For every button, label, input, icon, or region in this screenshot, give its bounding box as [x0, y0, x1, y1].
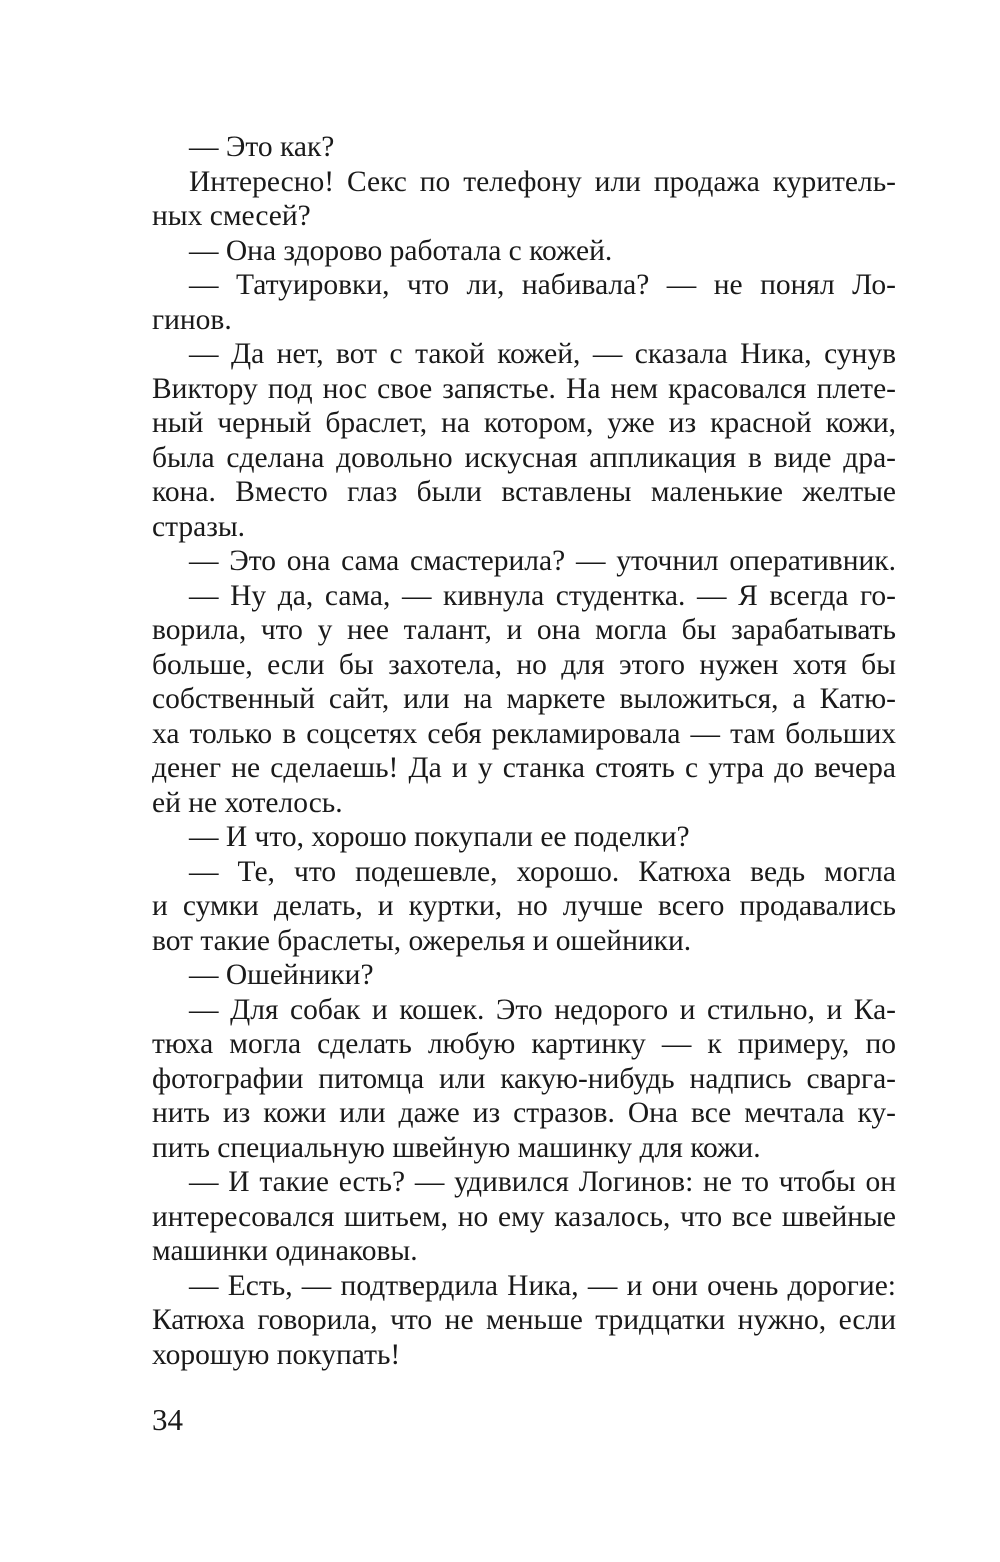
- text-line: Виктору под нос свое запястье. На нем красовался плете-: [152, 372, 896, 405]
- text-line: пить специальную швейную машинку для кожи.: [152, 1131, 761, 1164]
- text-line: хорошую покупать!: [152, 1338, 401, 1371]
- page-number: 34: [152, 1402, 183, 1437]
- text-line: собственный сайт, или на маркете выложиться, а Катю-: [152, 683, 896, 715]
- text-line: — Это она сама смастерила? — уточнил оперативник.: [189, 545, 896, 577]
- page-text: [152, 130, 896, 1372]
- text-line: — Ну да, сама, — кивнула студентка. — Я всегда го-: [189, 579, 896, 612]
- text-line: — Да нет, вот с такой кожей, — сказала Ника, сунув: [189, 338, 896, 370]
- text-line: — Татуировки, что ли, набивала? — не понял Ло-: [189, 269, 896, 301]
- text-line: ха только в соцсетях себя рекламировала — там больших: [152, 717, 896, 750]
- text-line: фотографии питомца или какую-нибудь надпись сварга-: [152, 1062, 896, 1095]
- text-line: и сумки делать, и куртки, но лучше всего продавались: [152, 890, 896, 922]
- text-line: — И такие есть? — удивился Логинов: не то чтобы он: [189, 1166, 896, 1198]
- text-line: ный черный браслет, на котором, уже из красной кожи,: [152, 407, 896, 439]
- text-line: тюха могла сделать любую картинку — к примеру, по: [152, 1028, 896, 1060]
- text-line: вот такие браслеты, ожерелья и ошейники.: [152, 924, 692, 957]
- text-line: — Она здорово работала с кожей.: [189, 234, 613, 267]
- text-line: — Это как?: [189, 131, 335, 163]
- text-line: гинов.: [152, 303, 232, 336]
- text-line: Катюха говорила, что не меньше тридцатки нужно, если: [152, 1304, 896, 1336]
- text-line: больше, если бы захотела, но для этого нужен хотя бы: [152, 648, 896, 681]
- text-line: интересовался шитьем, но ему казалось, что все швейные: [152, 1200, 896, 1233]
- text-line: машинки одинаковы.: [152, 1235, 418, 1267]
- text-line: ей не хотелось.: [152, 786, 343, 819]
- text-line: ных смесей?: [152, 200, 311, 232]
- text-line: — Те, что подешевле, хорошо. Катюха ведь могла: [189, 855, 896, 888]
- text-line: кона. Вместо глаз были вставлены маленькие желтые: [152, 476, 896, 508]
- text-line: — Для собак и кошек. Это недорого и стильно, и Ка-: [189, 993, 896, 1026]
- text-line: ворила, что у нее талант, и она могла бы зарабатывать: [152, 614, 896, 646]
- text-line: — Ошейники?: [189, 959, 374, 991]
- text-line: стразы.: [152, 510, 246, 543]
- text-line: — И что, хорошо покупали ее поделки?: [189, 821, 690, 853]
- text-line: Интересно! Секс по телефону или продажа куритель-: [189, 165, 896, 198]
- text-line: нить из кожи или даже из стразов. Она все мечтала ку-: [152, 1097, 896, 1129]
- text-line: денег не сделаешь! Да и у станка стоять с утра до вечера: [152, 752, 896, 784]
- text-line: — Есть, — подтвердила Ника, — и они очень дорогие:: [189, 1269, 896, 1302]
- text-line: была сделана довольно искусная аппликация в виде дра-: [152, 441, 896, 474]
